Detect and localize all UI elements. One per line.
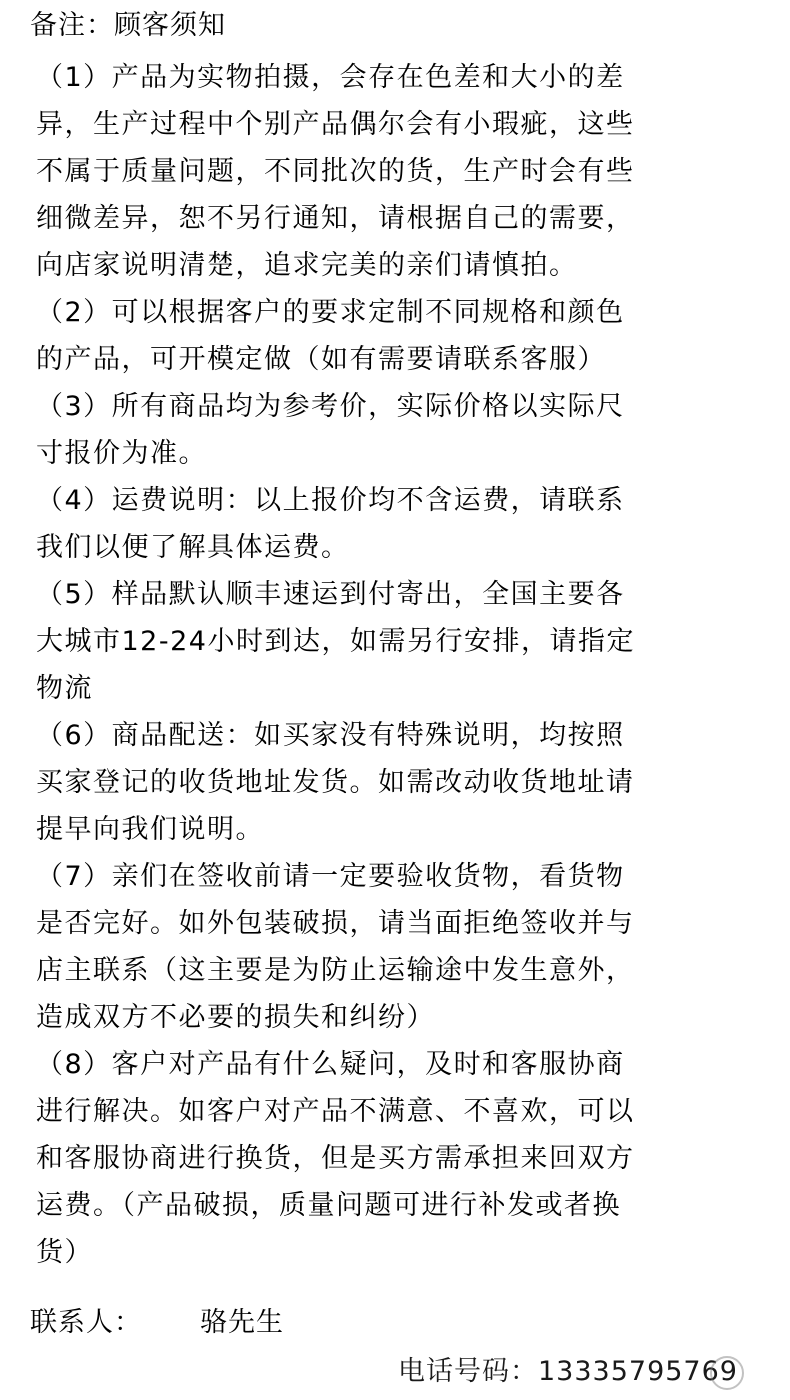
notice-line: （1）产品为实物拍摄，会存在色差和大小的差 <box>36 62 625 93</box>
notice-item-8 <box>36 1041 780 1276</box>
phone-number <box>398 1352 738 1392</box>
notice-line: 货） <box>36 1237 93 1268</box>
notice-item-7 <box>36 853 780 1041</box>
contact-name: 骆先生 <box>200 1307 284 1338</box>
notice-line: 的产品，可开模定做（如有需要请联系客服） <box>36 344 606 375</box>
notice-line: 细微差异，恕不另行通知，请根据自己的需要， <box>36 203 635 234</box>
notice-item-5 <box>36 571 780 712</box>
phone-value: 13335795769 <box>538 1356 738 1387</box>
notice-line: 大城市12-24小时到达，如需另行安排，请指定 <box>36 626 635 657</box>
notice-line: 是否完好。如外包装破损，请当面拒绝签收并与 <box>36 908 635 939</box>
notice-items <box>30 54 780 1276</box>
notice-item-6 <box>36 712 780 853</box>
notice-line: （4）运费说明：以上报价均不含运费，请联系 <box>36 485 625 516</box>
notice-line: 物流 <box>36 673 93 704</box>
notice-line: （5）样品默认顺丰速运到付寄出，全国主要各 <box>36 579 625 610</box>
notice-item-3 <box>36 383 780 477</box>
notice-line: 我们以便了解具体运费。 <box>36 532 350 563</box>
notice-heading: 备注：顾客须知 <box>30 10 226 41</box>
notice-line: 向店家说明清楚，追求完美的亲们请慎拍。 <box>36 250 578 281</box>
notice-item-4 <box>36 477 780 571</box>
phone-label: 电话号码： <box>398 1356 538 1387</box>
contact-person <box>30 1303 284 1343</box>
customer-notice <box>30 6 780 1276</box>
notice-line: （3）所有商品均为参考价，实际价格以实际尺 <box>36 391 625 422</box>
notice-line: 和客服协商进行换货，但是买方需承担来回双方 <box>36 1143 635 1174</box>
notice-line: 寸报价为准。 <box>36 438 207 469</box>
contact-label: 联系人： <box>30 1307 142 1338</box>
notice-line: （8）客户对产品有什么疑问，及时和客服协商 <box>36 1049 625 1080</box>
notice-line: （2）可以根据客户的要求定制不同规格和颜色 <box>36 297 625 328</box>
notice-item-2 <box>36 289 780 383</box>
notice-line: 造成双方不必要的损失和纠纷） <box>36 1002 435 1033</box>
notice-line: （6）商品配送：如买家没有特殊说明，均按照 <box>36 720 625 751</box>
notice-line: 提早向我们说明。 <box>36 814 264 845</box>
notice-line: 买家登记的收货地址发货。如需改动收货地址请 <box>36 767 635 798</box>
notice-line: 异，生产过程中个别产品偶尔会有小瑕疵，这些 <box>36 109 635 140</box>
notice-line: （7）亲们在签收前请一定要验收货物，看货物 <box>36 861 625 892</box>
notice-line: 不属于质量问题，不同批次的货，生产时会有些 <box>36 156 635 187</box>
notice-line: 店主联系（这主要是为防止运输途中发生意外， <box>36 955 635 986</box>
notice-line: 运费。（产品破损，质量问题可进行补发或者换 <box>36 1190 621 1221</box>
notice-line: 进行解决。如客户对产品不满意、不喜欢，可以 <box>36 1096 635 1127</box>
watermark-icon <box>710 1356 744 1390</box>
notice-item-1 <box>36 54 780 289</box>
